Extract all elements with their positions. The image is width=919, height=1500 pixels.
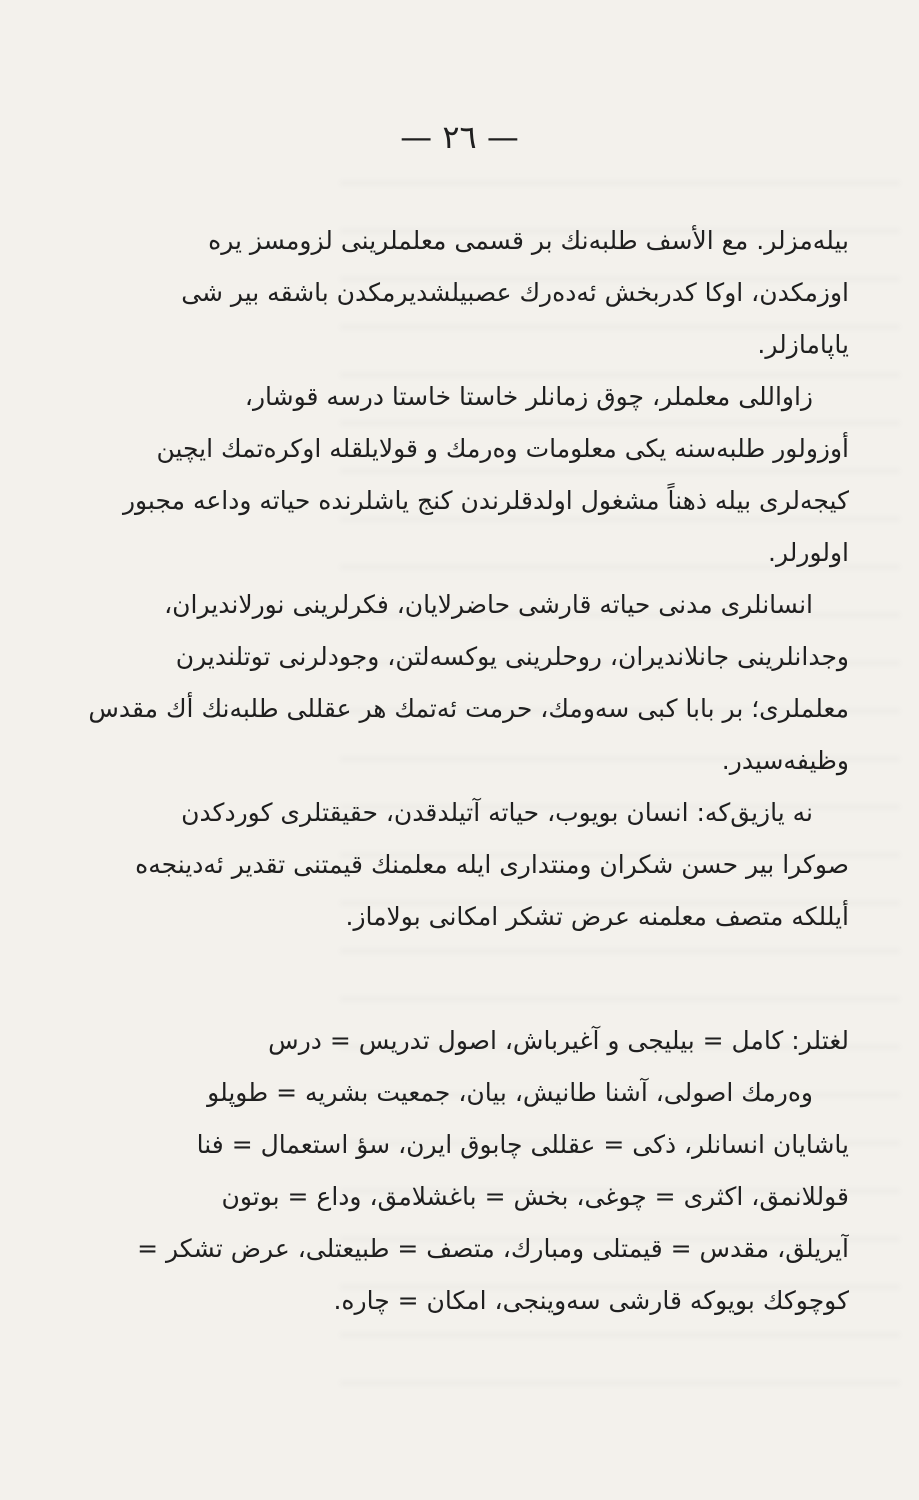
text-line: أیللکه متصف معلمنه عرض تشکر امکانی بولاماز. xyxy=(345,902,849,931)
text-line: اولورلر. xyxy=(768,538,849,567)
text-line: وظیفه‌سیدر. xyxy=(721,746,849,775)
text-line: وجدانلرینی جانلاندیران، روحلرینی یوکسه‌لتن، وجودلرنی توتلندیرن xyxy=(175,642,849,671)
text-line: زاواللی معلملر، چوق زمانلر خاستا خاستا درسه قوشار، xyxy=(244,382,813,411)
vocab-line: لغتلر: کامل = بیلیجی و آغیرباش، اصول تدریس = درس xyxy=(268,1026,849,1055)
text-line: کیجه‌لری بیله ذهناً مشغول اولدقلرندن کنج یاشلرنده حیاته وداعه مجبور xyxy=(122,486,849,515)
page-number: — ٢٦ — xyxy=(400,118,519,156)
text-line: بیله‌مزلر. مع الأسف طلبه‌نك بر قسمی معلملرینی لزومسز یره xyxy=(208,226,849,255)
text-line: نه یازیق‌که: انسان بویوب، حیاته آتیلدقدن، حقیقتلری کوردکدن xyxy=(181,798,813,827)
main-text xyxy=(70,215,849,943)
text-line: صوکرا بیر حسن شکران ومنتداری ایله معلمنك قیمتنی تقدیر ئه‌دینجه‌ه xyxy=(135,850,849,879)
vocabulary-section xyxy=(70,1015,849,1327)
text-line: اوزمکدن، اوکا کدربخش ئه‌ده‌رك عصبیلشدیرمکدن باشقه بیر شی xyxy=(181,278,849,307)
vocab-line: یاشایان انسانلر، ذکی = عقللی چابوق ایرن، سؤ استعمال = فنا xyxy=(196,1130,849,1159)
vocab-line: وه‌رمك اصولی، آشنا طانیش، بیان، جمعیت بشریه = طوپلو xyxy=(207,1078,813,1107)
vocab-line: قوللانمق، اکثری = چوغی، بخش = باغشلامق، وداع = بوتون xyxy=(221,1182,849,1211)
vocab-line: کوچوکك بویوکه قارشی سه‌وینجی، امکان = چاره. xyxy=(333,1286,849,1315)
text-line: معلملری؛ بر بابا کبی سه‌ومك، حرمت ئه‌تمك هر عقللی طلبه‌نك أك مقدس xyxy=(88,694,849,723)
vocab-line: آیریلق، مقدس = قیمتلی ومبارك، متصف = طبیعتلی، عرض تشکر = xyxy=(137,1234,849,1263)
text-line: یاپامازلر. xyxy=(757,330,849,359)
text-line: انسانلری مدنی حیاته قارشی حاضرلایان، فکرلرینی نورلاندیران، xyxy=(164,590,813,619)
text-line: أوزولور طلبه‌سنه یکی معلومات وه‌رمك و قولایلقله اوکره‌تمك ایچین xyxy=(156,434,849,463)
